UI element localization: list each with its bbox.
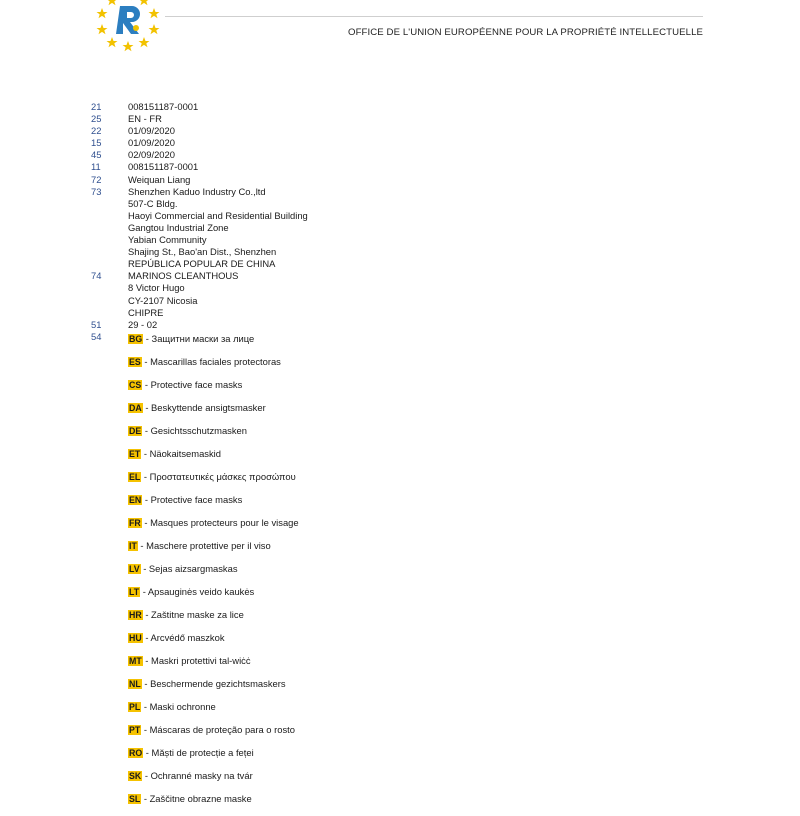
language-code-badge: SL xyxy=(128,794,141,804)
field-row xyxy=(91,186,711,271)
field-row xyxy=(91,161,711,173)
field-code: 54 xyxy=(91,331,128,343)
translation-text: - Arcvédő maszkok xyxy=(143,632,225,643)
translation-text: - Măști de protecție a feței xyxy=(143,747,253,758)
translation-text: - Mascarillas faciales protectoras xyxy=(142,356,281,367)
translation-text: - Protective face masks xyxy=(142,379,242,390)
field-value-line: CY-2107 Nicosia xyxy=(128,295,711,307)
field-value xyxy=(128,137,711,149)
translation-item xyxy=(128,356,299,379)
translation-item xyxy=(128,471,299,494)
field-value-line: Gangtou Industrial Zone xyxy=(128,222,711,234)
field-value xyxy=(128,113,711,125)
translation-item xyxy=(128,632,299,655)
office-name: OFFICE DE L'UNION EUROPÉENNE POUR LA PROPRIÉTÉ INTELLECTUELLE xyxy=(348,27,703,38)
field-code: 73 xyxy=(91,186,128,271)
field-value xyxy=(128,186,711,271)
field-value xyxy=(128,149,711,161)
bibliographic-fields xyxy=(91,101,711,343)
translation-text: - Protective face masks xyxy=(142,494,242,505)
field-value-line: 02/09/2020 xyxy=(128,149,711,161)
translation-item xyxy=(128,747,299,770)
field-code: 51 xyxy=(91,319,128,331)
language-code-badge: HU xyxy=(128,633,143,643)
field-code: 22 xyxy=(91,125,128,137)
field-code: 21 xyxy=(91,101,128,113)
language-code-badge: RO xyxy=(128,748,143,758)
field-value xyxy=(128,101,711,113)
translation-item xyxy=(128,701,299,724)
language-code-badge: SK xyxy=(128,771,142,781)
translation-item xyxy=(128,563,299,586)
translation-text: - Sejas aizsargmaskas xyxy=(141,563,238,574)
translation-text: - Zaštitne maske za lice xyxy=(143,609,244,620)
field-value-line: MARINOS CLEANTHOUS xyxy=(128,270,711,282)
translation-text: - Näokaitsemaskid xyxy=(141,448,221,459)
translation-text: - Защитни маски за лице xyxy=(143,333,254,344)
translation-text: - Beschermende gezichtsmaskers xyxy=(142,678,286,689)
translation-text: - Apsauginės veido kaukės xyxy=(140,586,254,597)
language-code-badge: LV xyxy=(128,564,141,574)
language-code-badge: ES xyxy=(128,357,142,367)
translation-text: - Beskyttende ansigtsmasker xyxy=(143,402,266,413)
language-code-badge: EL xyxy=(128,472,141,482)
field-row xyxy=(91,270,711,318)
language-code-badge: LT xyxy=(128,587,140,597)
translation-item xyxy=(128,425,299,448)
field-row xyxy=(91,319,711,331)
translation-text: - Gesichtsschutzmasken xyxy=(142,425,247,436)
field-value xyxy=(128,174,711,186)
translation-item xyxy=(128,379,299,402)
translation-text: - Maski ochronne xyxy=(141,701,216,712)
header-rule xyxy=(165,16,703,17)
translation-text: - Προστατευτικές μάσκες προσώπου xyxy=(141,471,295,482)
field-code: 15 xyxy=(91,137,128,149)
field-value-line: 008151187-0001 xyxy=(128,161,711,173)
field-value-line: 29 - 02 xyxy=(128,319,711,331)
field-value xyxy=(128,270,711,318)
field-value xyxy=(128,319,711,331)
field-value-line: REPÚBLICA POPULAR DE CHINA xyxy=(128,258,711,270)
field-value-line: 01/09/2020 xyxy=(128,137,711,149)
language-code-badge: PT xyxy=(128,725,141,735)
translation-item xyxy=(128,517,299,540)
translation-item xyxy=(128,448,299,471)
field-value-line: Shajing St., Bao'an Dist., Shenzhen xyxy=(128,246,711,258)
translation-item xyxy=(128,402,299,425)
language-code-badge: DE xyxy=(128,426,142,436)
field-row xyxy=(91,149,711,161)
language-code-badge: PL xyxy=(128,702,141,712)
translation-item xyxy=(128,609,299,632)
field-row xyxy=(91,113,711,125)
field-row xyxy=(91,174,711,186)
translation-item xyxy=(128,494,299,517)
field-value-line: EN - FR xyxy=(128,113,711,125)
language-code-badge: IT xyxy=(128,541,138,551)
translation-item xyxy=(128,678,299,701)
field-value-line: 01/09/2020 xyxy=(128,125,711,137)
translation-item xyxy=(128,586,299,609)
translation-text: - Maschere protettive per il viso xyxy=(138,540,271,551)
field-value-line: Haoyi Commercial and Residential Building xyxy=(128,210,711,222)
field-code: 45 xyxy=(91,149,128,161)
translation-text: - Masques protecteurs pour le visage xyxy=(142,517,299,528)
translation-item xyxy=(128,540,299,563)
field-value xyxy=(128,161,711,173)
field-code: 74 xyxy=(91,270,128,318)
translation-item xyxy=(128,333,299,356)
field-row xyxy=(91,125,711,137)
language-code-badge: FR xyxy=(128,518,142,528)
field-value-line: 008151187-0001 xyxy=(128,101,711,113)
translation-text: - Maskri protettivi tal-wiċċ xyxy=(143,655,251,666)
translation-item xyxy=(128,724,299,747)
field-code: 25 xyxy=(91,113,128,125)
language-code-badge: ET xyxy=(128,449,141,459)
field-code: 72 xyxy=(91,174,128,186)
field-row xyxy=(91,101,711,113)
language-code-badge: EN xyxy=(128,495,142,505)
field-value-line: Shenzhen Kaduo Industry Co.,ltd xyxy=(128,186,711,198)
translation-item xyxy=(128,770,299,793)
field-value-line: 8 Victor Hugo xyxy=(128,282,711,294)
language-code-badge: DA xyxy=(128,403,143,413)
field-value xyxy=(128,125,711,137)
euipo-logo-icon xyxy=(92,0,164,52)
field-value-line: CHIPRE xyxy=(128,307,711,319)
translation-text: - Zaščitne obrazne maske xyxy=(141,793,251,804)
field-value-line: Yabian Community xyxy=(128,234,711,246)
field-value-line: Weiquan Liang xyxy=(128,174,711,186)
field-code: 11 xyxy=(91,161,128,173)
field-row xyxy=(91,137,711,149)
field-value-line: 507-C Bldg. xyxy=(128,198,711,210)
goods-translations xyxy=(128,333,299,816)
language-code-badge: BG xyxy=(128,334,143,344)
language-code-badge: CS xyxy=(128,380,142,390)
translation-item xyxy=(128,655,299,678)
translation-text: - Ochranné masky na tvár xyxy=(142,770,252,781)
language-code-badge: HR xyxy=(128,610,143,620)
translation-item xyxy=(128,793,299,816)
language-code-badge: NL xyxy=(128,679,142,689)
translation-text: - Máscaras de proteção para o rosto xyxy=(141,724,295,735)
language-code-badge: MT xyxy=(128,656,143,666)
